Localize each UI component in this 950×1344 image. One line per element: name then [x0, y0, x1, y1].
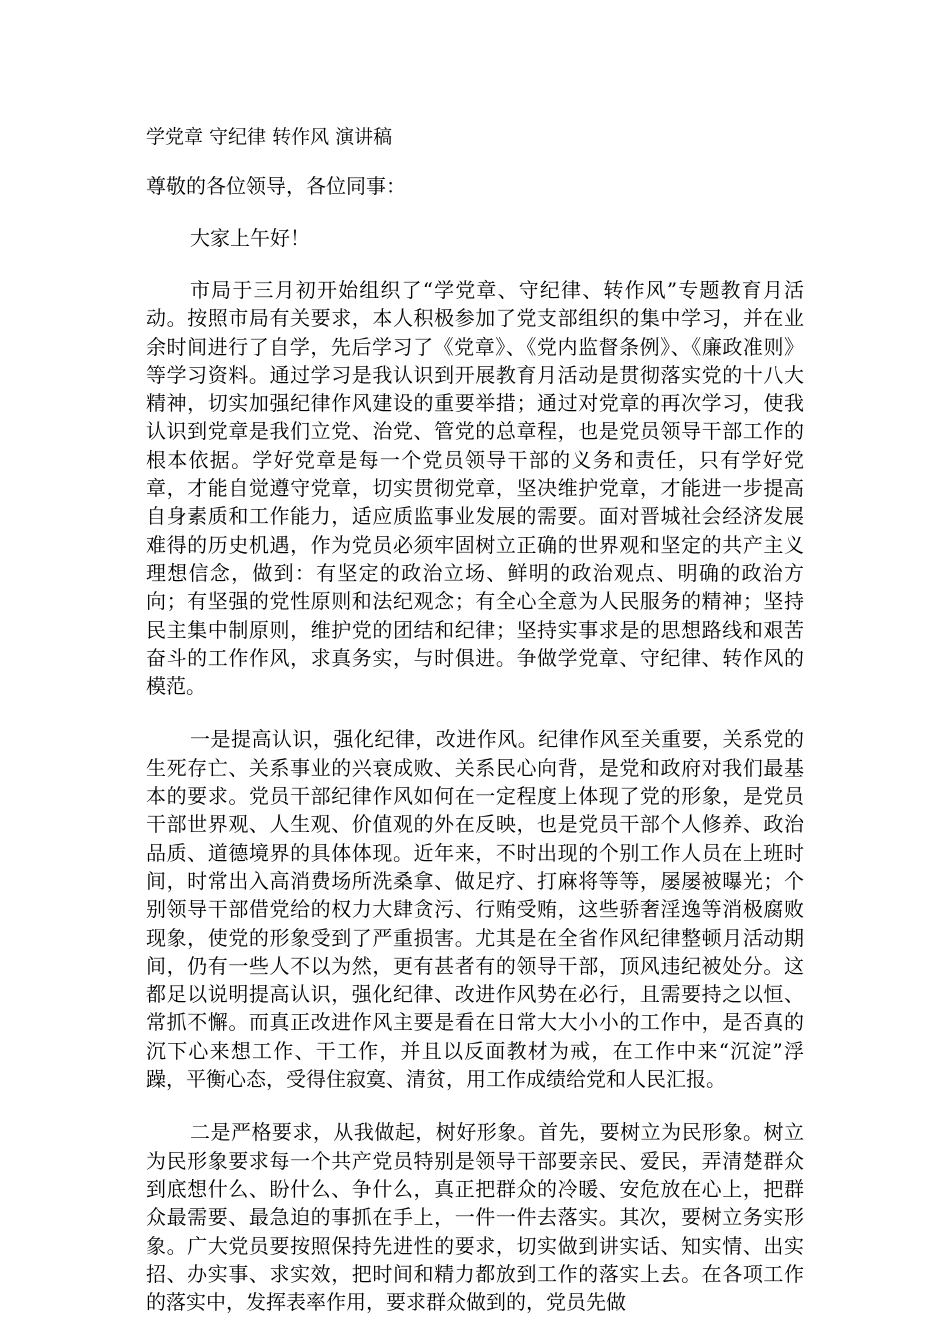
- salutation: 尊敬的各位领导，各位同事：: [146, 174, 406, 198]
- document-page: [146, 124, 804, 1341]
- body-paragraph-1: 市局于三月初开始组织了“学党章、守纪律、转作风”专题教育月活动。按照市局有关要求，本人积极参加了党支部组织的集中学习，并在业余时间进行了自学，先后学习了《党章》、《党内监督条例》、《廉政准则》等学习资料。通过学习是我认识到开展教育月活动是贯彻落实党的十八大精神，切实加强纪律作风建设的重要举措；通过对党章的再次学习，使我认识到党章是我们立党、治党、管党的总章程，也是党员领导干部工作的根本依据。学好党章是每一个党员领导干部的义务和责任，只有学好党章，才能自觉遵守党章，切实贯彻党章，坚决维护党章，才能进一步提高自身素质和工作能力，适应质监事业发展的需要。面对晋城社会经济发展难得的历史机遇，作为党员必须牢固树立正确的世界观和坚定的共产主义理想信念，做到：有坚定的政治立场、鲜明的政治观点、明确的政治方向；有坚强的党性原则和法纪观念；有全心全意为人民服务的精神；坚持民主集中制原则，维护党的团结和纪律；坚持实事求是的思想路线和艰苦奋斗的工作作风，求真务实，与时俱进。争做学党章、守纪律、转作风的模范。: [146, 278, 804, 699]
- document-title: 学党章 守纪律 转作风 演讲稿: [146, 126, 393, 148]
- greeting: 大家上午好！: [190, 226, 310, 250]
- body-paragraph-2: 一是提高认识，强化纪律，改进作风。纪律作风至关重要，关系党的生死存亡、关系事业的兴衰成败、关系民心向背，是党和政府对我们最基本的要求。党员干部纪律作风如何在一定程度上体现了党的形象，是党员干部世界观、人生观、价值观的外在反映，也是党员干部个人修养、政治品质、道德境界的具体体现。近年来，不时出现的个别工作人员在上班时间，时常出入高消费场所洗桑拿、做足疗、打麻将等等，屡屡被曝光；个别领导干部借党给的权力大肆贪污、行贿受贿，这些骄奢淫逸等消极腐败现象，使党的形象受到了严重损害。尤其是在全省作风纪律整顿月活动期间，仍有一些人不以为然，更有甚者有的领导干部，顶风违纪被处分。这都足以说明提高认识，强化纪律、改进作风势在必行，且需要持之以恒、常抓不懈。而真正改进作风主要是看在日常大大小小的工作中，是否真的沉下心来想工作、干工作，并且以反面教材为戒，在工作中来“沉淀”浮躁，平衡心态，受得住寂寞、清贫，用工作成绩给党和人民汇报。: [146, 727, 804, 1092]
- body-paragraph-3: 二是严格要求，从我做起，树好形象。首先，要树立为民形象。树立为民形象要求每一个共产党员特别是领导干部要亲民、爱民，弄清楚群众到底想什么、盼什么、争什么，真正把群众的冷暖、安危放在心上，把群众最需要、最急迫的事抓在手上，一件一件去落实。其次，要树立务实形象。广大党员要按照保持先进性的要求，切实做到讲实话、知实情、出实招、办实事、求实效，把时间和精力都放到工作的落实上去。在各项工作的落实中，发挥表率作用，要求群众做到的，党员先做: [146, 1120, 804, 1315]
